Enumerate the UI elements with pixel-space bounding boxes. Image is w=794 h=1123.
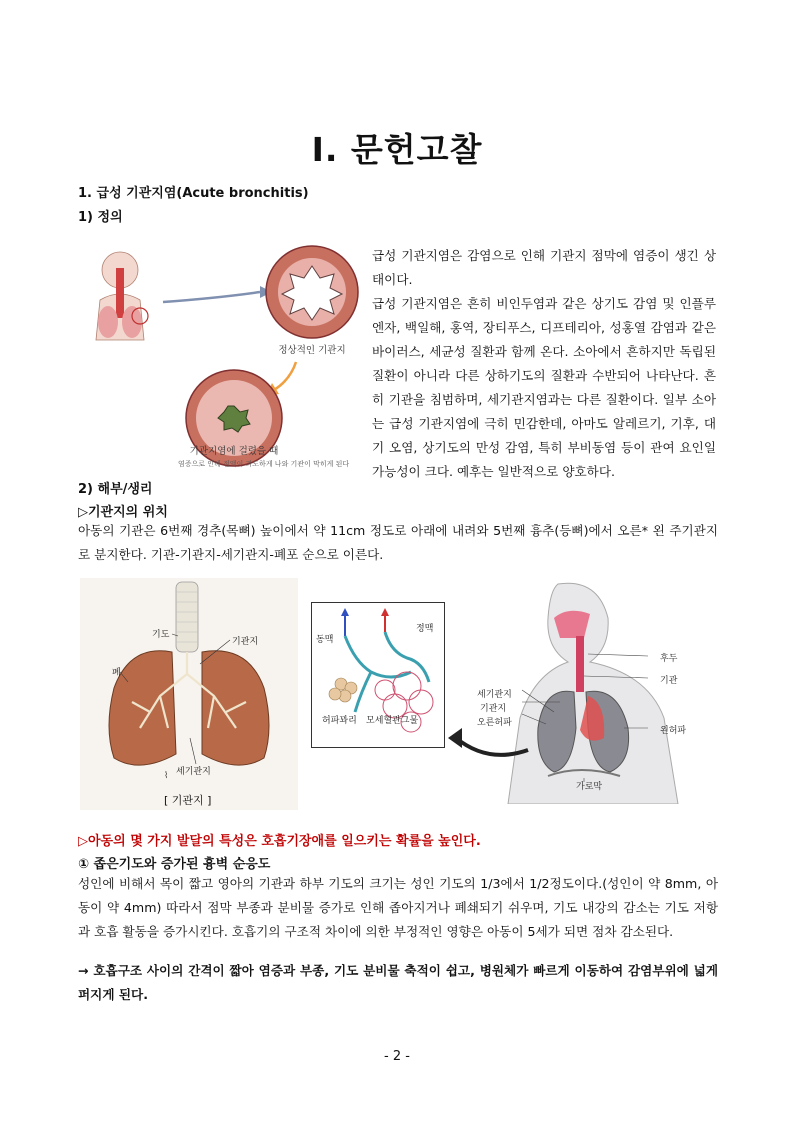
item1-heading: ① 좁은기도와 증가된 흉벽 순응도 xyxy=(78,857,271,872)
page-title: I. 문헌고찰 xyxy=(311,130,483,169)
definition-paragraph-2: 급성 기관지염은 흔히 비인두염과 같은 상기도 감염 및 인플루엔자, 백일해, 홍역, 장티푸스, 디프테리아, 성홍열 감염과 같은 바이러스, 세균성 질환과 함께 온다. 소아에서 흔하지만 독립된 질환이 아니라 다른 상하기도의 질환과 수반되어 나타난다. 흔히 기관을 침범하며, 세기관지염과는 다른 질환이다. 일부 소아는 급성 기관지염에 극히 민감한데, 아마도 알레르기, 기후, 대기 오염, 상기도의 만성 감염, 특히 부비동염 등이 관여 요인일 가능성이 크다. 예후는 일반적으로 양호하다. xyxy=(372,296,716,479)
lung-label-trachea: 기도 xyxy=(152,630,170,640)
body-label-left-lung: 왼허파 xyxy=(660,726,687,736)
alveoli-label-alveoli: 허파꽈리 xyxy=(322,716,357,726)
lung-figure-caption: [ 기관지 ] xyxy=(164,794,212,807)
alveoli-label-capillary: 모세혈관그물 xyxy=(366,716,419,726)
body-label-larynx: 후두 xyxy=(660,654,678,664)
body-label-bronchiole: 세기관지 xyxy=(477,690,512,700)
inflamed-bronchus-note: 염증으로 인해 점액이 과도하게 나와 기관이 막히게 된다 xyxy=(178,460,350,468)
body-label-right-lung: 오른허파 xyxy=(477,718,512,728)
child-section-heading: ▷아동의 몇 가지 발달의 특성은 호흡기장애를 일으키는 확률을 높인다. xyxy=(78,834,481,849)
item1-text: 성인에 비해서 목이 짧고 영아의 기관과 하부 기도의 크기는 성인 기도의 1/3에서 1/2정도이다.(성인이 약 8mm, 아동이 약 4mm) 따라서 점막 부종과 분비물 증가로 인해 좁아지거나 폐쇄되기 쉬우며, 기도 내강의 감소는 기도 저항과 호흡 활동을 증가시킨다. 호흡기의 구조적 차이에 의한 부정적인 영향은 아동이 5세가 되면 점차 감소된다. xyxy=(78,876,718,939)
lung-label-lung: 폐 xyxy=(112,668,121,678)
section-heading-acute-bronchitis: 1. 급성 기관지염(Acute bronchitis) xyxy=(78,186,309,201)
alveoli-label-vein: 정맥 xyxy=(416,624,434,634)
svg-text:⌇: ⌇ xyxy=(164,771,169,781)
body-label-bronchus: 기관지 xyxy=(480,704,507,714)
section-heading-anatomy: 2) 해부/생리 xyxy=(78,482,153,497)
definition-text xyxy=(372,244,716,484)
lung-label-bronchus: 기관지 xyxy=(232,637,259,647)
inflamed-bronchus-label: 기관지염에 걸렸을 때 xyxy=(189,446,279,457)
page-number: - 2 - xyxy=(384,1049,410,1064)
subheading-definition: 1) 정의 xyxy=(78,210,123,225)
lung-label-bronchiole: 세기관지 xyxy=(176,767,211,777)
bronchus-location-text: 아동의 기관은 6번째 경추(목뼈) 높이에서 약 11cm 정도로 아래에 내려와 5번째 흉추(등뼈)에서 오른* 왼 주기관지로 분지한다. 기관-기관지-세기관지-폐포 순으로 이른다. xyxy=(78,523,718,562)
item1-conclusion: → 호흡구조 사이의 간격이 짧아 염증과 부종, 기도 분비물 축적이 쉽고, 병원체가 빠르게 이동하여 감염부위에 넓게 퍼지게 된다. xyxy=(78,963,718,1002)
subheading-bronchus-location: ▷기관지의 위치 xyxy=(78,505,168,520)
normal-bronchus-cross-section xyxy=(266,246,358,338)
normal-bronchus-label: 정상적인 기관지 xyxy=(278,345,346,356)
body-label-trachea: 기관 xyxy=(660,676,678,686)
definition-paragraph-1: 급성 기관지염은 감염으로 인해 기관지 점막에 염증이 생긴 상태이다. xyxy=(372,248,716,287)
body-label-diaphragm: 가로막 xyxy=(576,782,603,792)
human-silhouette-icon xyxy=(96,252,148,340)
alveoli-label-artery: 동맥 xyxy=(316,635,334,645)
bronchitis-figure xyxy=(78,240,368,480)
